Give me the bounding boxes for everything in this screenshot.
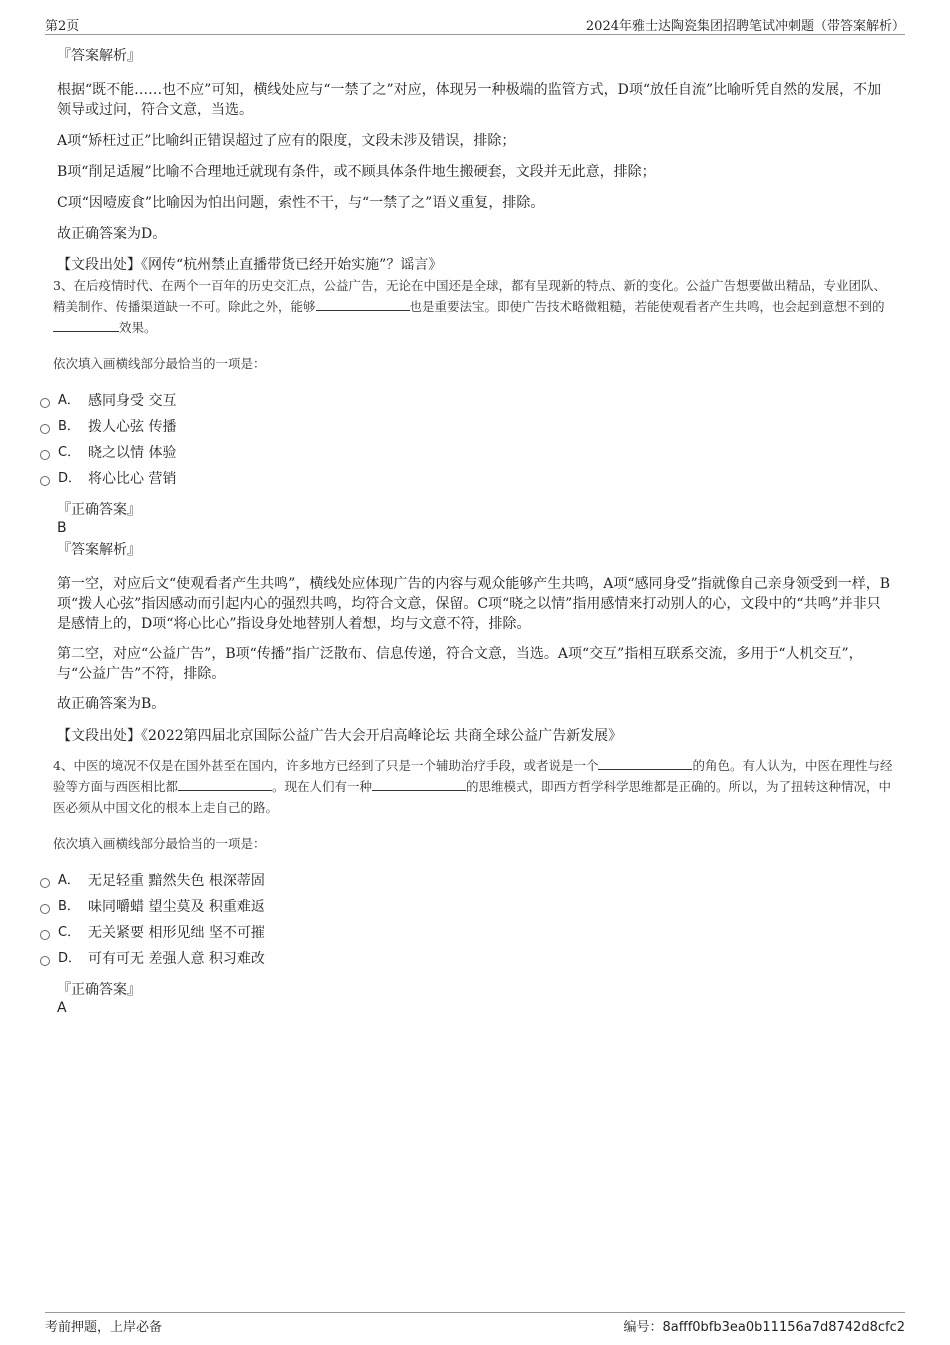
analysis-paragraph: C项“因噎废食”比喻因为怕出问题，索性不干，与“一禁了之”语义重复，排除。 [57, 195, 545, 211]
page-footer [45, 1312, 905, 1335]
analysis-conclusion: 故正确答案为B。 [57, 696, 166, 712]
analysis-paragraph: 第二空，对应“公益广告”，B项“传播”指广泛散布、信息传递，符合文意，当选。A项“交互”指相互联系交流，多用于“人机交互”，与“公益广告”不符，排除。 [57, 646, 863, 682]
analysis-heading: 『答案解析』 [57, 48, 141, 64]
page-number: 第2页 [45, 19, 80, 34]
option-list [0, 868, 893, 972]
option-c[interactable]: C． 无关紧要 相形见绌 坚不可摧 [0, 920, 893, 946]
option-b[interactable]: B． 味同嚼蜡 望尘莫及 积重难返 [0, 894, 893, 920]
option-a[interactable]: A． 无足轻重 黯然失色 根深蒂固 [0, 868, 893, 894]
fill-blank [178, 778, 272, 791]
option-a[interactable]: A． 感同身受 交互 [0, 388, 893, 414]
radio-icon[interactable] [40, 398, 50, 408]
correct-answer-heading: 『正确答案』 [57, 502, 141, 518]
radio-icon[interactable] [40, 956, 50, 966]
radio-icon[interactable] [40, 450, 50, 460]
option-d[interactable]: D． 将心比心 营销 [0, 466, 893, 492]
analysis-conclusion: 故正确答案为D。 [57, 226, 167, 242]
fill-blank [53, 319, 119, 332]
analysis-paragraph: A项“矫枉过正”比喻纠正错误超过了应有的限度，文段未涉及错误，排除； [57, 133, 516, 149]
footer-slogan: 考前押题，上岸必备 [45, 1320, 163, 1335]
page-header [45, 14, 905, 35]
correct-answer-heading: 『正确答案』 [57, 982, 141, 998]
correct-answer: B [57, 520, 67, 536]
fill-blank [598, 757, 692, 770]
fill-blank [372, 778, 466, 791]
radio-icon[interactable] [40, 904, 50, 914]
radio-icon[interactable] [40, 878, 50, 888]
analysis-paragraph: 根据“既不能……也不应”可知，横线处应与“一禁了之”对应，体现另一种极端的监管方式，D项“放任自流”比喻听凭自然的发展，不加领导或过问，符合文意，当选。 [57, 82, 882, 118]
question-prompt: 依次填入画横线部分最恰当的一项是： [53, 356, 266, 371]
correct-answer: A [57, 1000, 67, 1016]
document-title: 2024年雅士达陶瓷集团招聘笔试冲刺题（带答案解析） [585, 19, 905, 34]
question-stem: 3、在后疫情时代、在两个一百年的历史交汇点，公益广告，无论在中国还是全球，都有呈现新的特点、新的变化。公益广告想要做出精品，专业团队、精美制作、传播渠道缺一不可。除此之外，能够 也是重要法宝。即使广告技术略微粗糙，若能使观看者产生共鸣，也会起到意想不到的效果。 [53, 278, 886, 335]
fill-blank [316, 298, 410, 311]
radio-icon[interactable] [40, 424, 50, 434]
passage-source: 【文段出处】《2022第四届北京国际公益广告大会开启高峰论坛 共商全球公益广告新发展》 [57, 728, 623, 744]
question-prompt: 依次填入画横线部分最恰当的一项是： [53, 836, 266, 851]
radio-icon[interactable] [40, 930, 50, 940]
option-b[interactable]: B． 拨人心弦 传播 [0, 414, 893, 440]
question-stem: 4、中医的境况不仅是在国外甚至在国内，许多地方已经到了只是一个辅助治疗手段，或者说是一个 的角色。有人认为，中医在理性与经验等方面与西医相比都 。现在人们有一种 的思维模式，即西方哲学科学思维都是正确的。所以，为了扭转这种情况，中医必须从中国文化的根本上走自己的路。 [53, 758, 893, 815]
analysis-heading: 『答案解析』 [57, 542, 141, 558]
analysis-paragraph: B项“削足适履”比喻不合理地迁就现有条件，或不顾具体条件地生搬硬套，文段并无此意，排除； [57, 164, 656, 180]
document-id: 编号：8afff0bfb3ea0b11156a7d8742d8cfc2 [623, 1320, 905, 1335]
option-c[interactable]: C． 晓之以情 体验 [0, 440, 893, 466]
analysis-paragraph: 第一空，对应后文“使观看者产生共鸣”，横线处应体现广告的内容与观众能够产生共鸣，A项“感同身受”指就像自己亲身领受到一样，B项“拨人心弦”指因感动而引起内心的强烈共鸣，均符合文意，保留。C项“晓之以情”指用感情来打动别人的心，文段中的“共鸣”并非只是感情上的，D项“将心比心”指设身处地替别人着想，均与文意不符，排除。 [57, 576, 891, 632]
radio-icon[interactable] [40, 476, 50, 486]
option-list [0, 388, 893, 492]
passage-source: 【文段出处】《网传“杭州禁止直播带货已经开始实施”？谣言》 [57, 257, 443, 273]
document-body [53, 46, 893, 1016]
option-d[interactable]: D． 可有可无 差强人意 积习难改 [0, 946, 893, 972]
